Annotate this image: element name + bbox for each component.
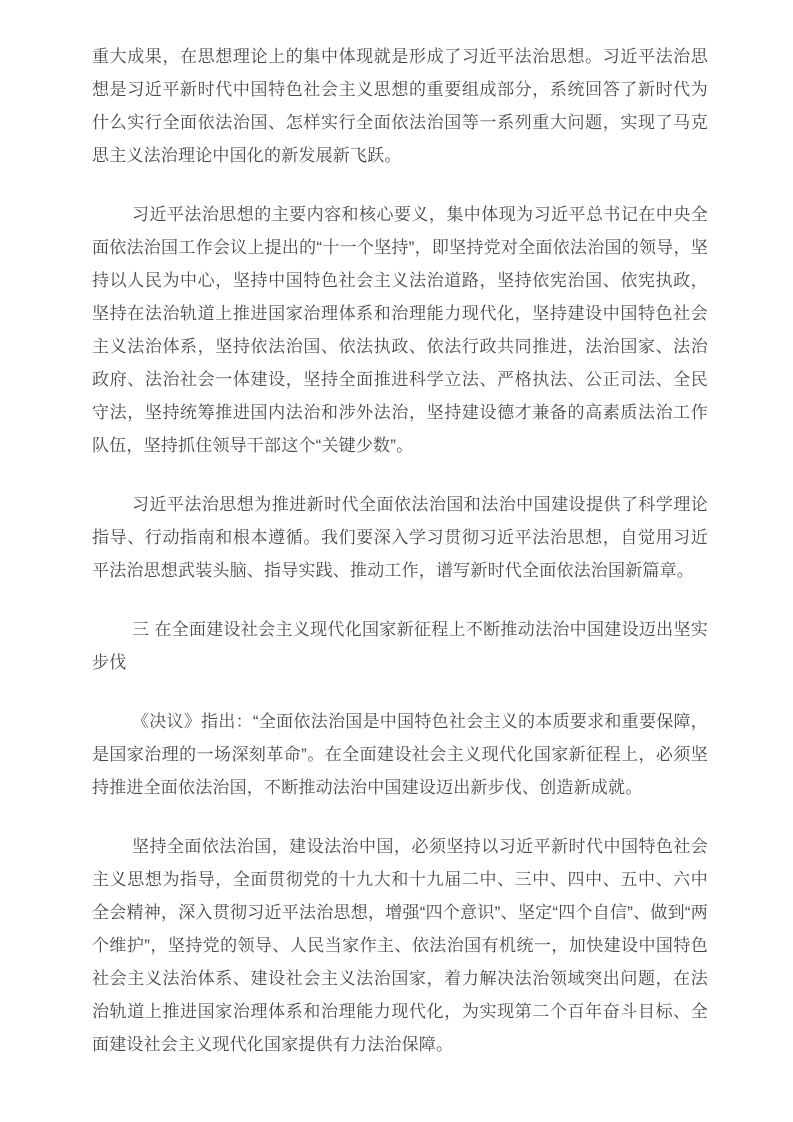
paragraph-continuation: 重大成果，在思想理论上的集中体现就是形成了习近平法治思想。习近平法治思想是习近平新时代中国特色社会主义思想的重要组成部分，系统回答了新时代为什么实行全面依法治国、怎样实行全面依法治国等一系列重大问题，实现了马克思主义法治理论中国化的新发展新飞跃。 [92, 47, 708, 165]
paragraph-conclusion: 坚持全面依法治国，建设法治中国，必须坚持以习近平新时代中国特色社会主义思想为指导，全面贯彻党的十九大和十九届二中、三中、四中、五中、六中全会精神，深入贯彻习近平法治思想，增强“四个意识”、坚定“四个自信”、做到“两个维护”，坚持党的领导、人民当家作主、依法治国有机统一，加快建设中国特色社会主义法治体系、建设社会主义法治国家，着力解决法治领域突出问题，在法治轨道上推进国家治理体系和治理能力现代化，为实现第二个百年奋斗目标、全面建设社会主义现代化国家提供有力法治保障。 [92, 837, 708, 1054]
paragraph-main-content: 习近平法治思想的主要内容和核心要义，集中体现为习近平总书记在中央全面依法治国工作会议上提出的“十一个坚持”，即坚持党对全面依法治国的领导，坚持以人民为中心，坚持中国特色社会主义法治道路，坚持依宪治国、依宪执政，坚持在法治轨道上推进国家治理体系和治理能力现代化，坚持建设中国特色社会主义法治体系，坚持依法治国、依法执政、依法行政共同推进，法治国家、法治政府、法治社会一体建设，坚持全面推进科学立法、严格执法、公正司法、全民守法，坚持统筹推进国内法治和涉外法治，坚持建设德才兼备的高素质法治工作队伍，坚持抓住领导干部这个“关键少数”。 [92, 205, 708, 455]
section-heading: 三 在全面建设社会主义现代化国家新征程上不断推动法治中国建设迈出坚实步伐 [92, 620, 708, 672]
paragraph-resolution-quote: 《决议》指出：“全面依法治国是中国特色社会主义的本质要求和重要保障，是国家治理的一场深刻革命”。在全面建设社会主义现代化国家新征程上，必须坚持推进全面依法治国，不断推动法治中国建设迈出新步伐、创造新成就。 [92, 712, 708, 797]
paragraph-guidance: 习近平法治思想为推进新时代全面依法治国和法治中国建设提供了科学理论指导、行动指南和根本遵循。我们要深入学习贯彻习近平法治思想，自觉用习近平法治思想武装头脑、指导实践、推动工作，谱写新时代全面依法治国新篇章。 [92, 495, 708, 580]
